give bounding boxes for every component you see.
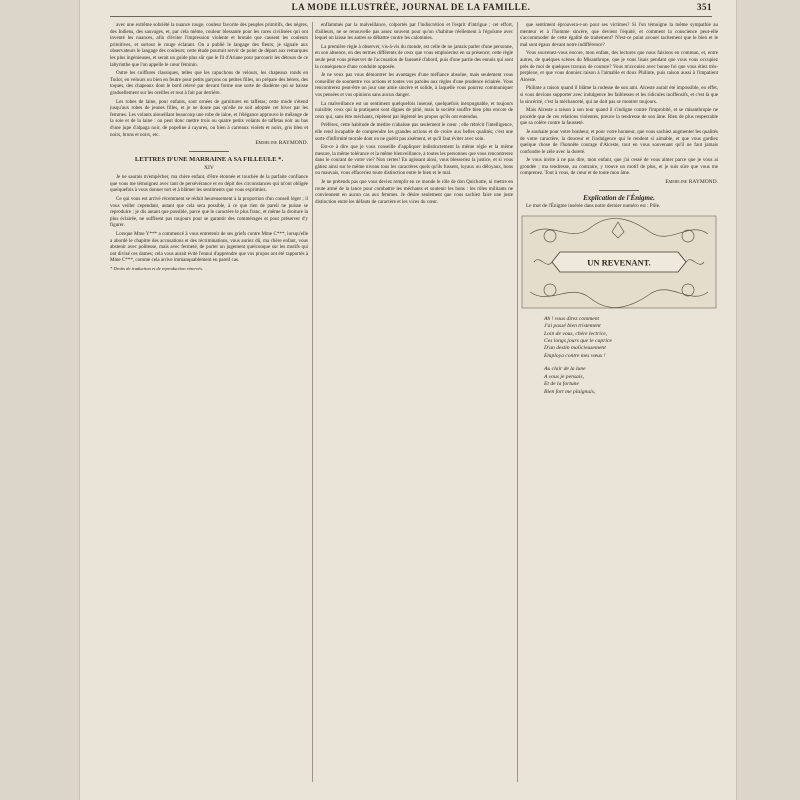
poem-stanza [544, 366, 718, 396]
page-number: 351 [697, 2, 712, 12]
paragraph: Vous souvenez-vous encore, mon enfant, des lectures que nous faisions en commun, et, entre autres, de quelques scènes du Misanthrope, que je vous lisais pendant que vous vous occupiez près de moi de quelques travaux de couture? Vous m'avouiez avec bonne foi que vous étiez très-perplexe, et que vous donniez raison à l'aimable et doux Philinte, puis raison aussi à l'impatient Alceste. [520, 50, 718, 83]
paragraph: Je vous invite à ne pas dire, mon enfant, que j'ai cessé de vous aimer parce que je vous ai grondée ; ma tendresse, au contraire, y trouve un motif de plus, et je suis sûre que vous me comprenez. Tout à vous, de cœur et de toute mon âme. [520, 157, 718, 177]
column-divider [517, 22, 518, 782]
poem-line: D'un destin malicieusement [544, 345, 606, 352]
paragraph: La malveillance est un sentiment quelquefois insensé, quelquefois inexpugnable, et toujours nuisible; ceux qui la pratiquent sont dignes de pitié, mais la société souffre bien plus encore de ceux qui, sans être méchants, répètent par légèreté les propos qu'ils ont entendus. [315, 100, 513, 120]
column-2 [315, 22, 513, 782]
page-header [110, 2, 712, 16]
section-divider [599, 190, 639, 191]
paragraph: Je ne veux pas vous démontrer les avantages d'une méfiance absolue, mais seulement vous conseiller de soumettre vos actions et toutes vos paroles aux règles d'une prudence éclairée. Vous rencontrerez peut-être un jour une amie sincère et solide, à laquelle vous pourrez communiquer vos pensées et vos opinions sans aucun danger. [315, 72, 513, 98]
paragraph: Lorsque Mme Y*** a commencé à vous entretenir de ses griefs contre Mme C***, lorsqu'elle a abordé le chapitre des accusations et des récriminations, vous auriez dû, ma chère enfant, vous abstenir avec politesse, mais avec fermeté, de porter un jugement quelconque sur les motifs qui ont divisé ces dames; cela vous aurait évité l'ennui d'apprendre que vos propos ont été rapportés à Mme C***, comme cela arrive immanquablement en pareil cas. [110, 231, 308, 264]
poem-line: Employa contre mes vœux ! [544, 352, 606, 359]
poem-line: Ah ! vous direz comment [544, 315, 600, 322]
paragraph: Outre les coiffures classiques, telles que les capuchons de velours, les chapeaux ronds en Tudor, en velours ou bien en feutre pour petits garçons ou petites filles, on prépare des bérets, des toques, des chapeaux dont le bord relevé par devant forme une sorte de diadème qui se baisse graduellement sur les oreilles et tout à fait par derrière. [110, 70, 308, 96]
column-3 [520, 22, 718, 782]
paragraph: Je ne prétends pas que vous deviez remplir en ce monde le rôle de don Quichotte, ni mettre en route armé de la lance pour combattre les méchants et soutenir les bons : les rôles militants ne conviennent en aucun cas aux femmes. Je désire seulement que vous sachiez faire une juste distinction entre les défauts de caractère et les vices du cœur. [315, 179, 513, 205]
paragraph: Philinte a raison quand il blâme la rudesse de son ami. Alceste aurait été impossible, en effet, si vous devions supporter avec indulgence les faiblesses et les ridicules inoffensifs, et c'est là que la sincérité, c'est la méchanceté, qui ne doit pas se montrer toujours. [520, 85, 718, 105]
paragraph: que sentiment éprouvera-t-on pour ses victimes? Si l'on témoigne la même sympathie au menteur et à l'homme sincère, que devient l'équité, et comment la conscience peut-elle s'accommoder de cette égalité de traitement? N'est-ce point avouer tacitement que le bien et le mal sont égaux devant notre indifférence? [520, 22, 718, 48]
journal-title: LA MODE ILLUSTRÉE, JOURNAL DE LA FAMILLE. [291, 2, 531, 12]
footnote: * Droits de traduction et de reproduction réservés. [110, 266, 204, 271]
rebus-illustration [520, 214, 718, 310]
poem-line: Et de la fortune [544, 381, 579, 388]
letters-article [110, 174, 308, 264]
enigma-title: Explication de l'Énigme. [583, 193, 655, 202]
paragraph: Préférez, cette habitude de médire n'abaisse pas seulement le cœur ; elle rétrécit l'intelligence, elle rend incapable de comprendre les grandes actions et de croire aux belles qualités; c'est une sorte d'infirmité morale dont on ne guérit pas aisément, et qu'il faut éviter avec soin. [315, 122, 513, 142]
paragraph: Les robes de laine, pour enfants, sont ornées de garnitures en taffetas; cette mode s'étend jusqu'aux robes de jeunes filles, et je ne doute pas qu'elle ne soit adoptée cet hiver par les femmes. Les volants aloueillant beaucoup une robe de laine, et l'élégance approuve le mélange de la soie et de la laine : on peut donc mettre trois ou quatre petits volants de taffetas noir au bas d'une jupe d'alpaga noir, de popeline à rayures, ou bien à carreaux violets et noirs, gris bleu et noirs, bruns et noirs, etc. [110, 98, 308, 138]
letters-number: XIV [204, 164, 214, 171]
poem [544, 316, 718, 396]
header-rule [110, 16, 712, 17]
author-signature: Emmeline RAYMOND. [255, 140, 308, 147]
section-divider [189, 151, 229, 152]
poem-stanza [544, 316, 718, 360]
paragraph: Je ne saurais m'empêcher, ma chère enfant, d'être étonnée et touchée de la parfaite confiance que vous me témoignez avec tant de persévérance et en dépit des circonstances qui m'ont obligée quelquefois à vous donner tort et à blâmer les sentiments que vous exprimiez. [110, 174, 308, 194]
column-divider [312, 22, 313, 782]
paragraph: Est-ce à dire que je vous conseille d'appliquer indistinctement la même règle et la même mesure, la même tolérance et la même bienveillance, à toutes les personnes que vous rencontrerez dans le courant de votre vie? Non certes! En agissant ainsi, vous blesseriez la justice, et si vous gâtiez ainsi sur le même niveau tous les caractères quels qu'ils fussent, loyaux ou déloyaux, bons ou mauvais, vous effaceriez toute distinction entre le bien et le mal. [315, 144, 513, 177]
poem-line: Ces longs jours que le caprice [544, 338, 612, 345]
letters-conclusion [520, 22, 718, 177]
paragraph: Mais Alceste a raison à son tour quand il s'indigne contre l'improbité, et se misanthropie ne procède que de ces relations violentes, preuve la tendresse de son âme. Rien de plus respectable que sa colère contre la fausseté. [520, 107, 718, 127]
author-signature: Emmeline RAYMOND. [665, 179, 718, 186]
poem-line: Bien fort me plaignais, [544, 388, 596, 395]
rebus-banner-text: UN REVENANT. [587, 257, 651, 268]
column-1 [110, 22, 308, 782]
fashion-article [110, 22, 308, 138]
paragraph: avec une extrême sobriété la nuance rouge, couleur favorite des peuples primitifs, des nègres, des Indiens, des sauvages, et, par cela même, couleur blessante pour les races civilisées qui ont inventé les nuances, afin d'éviter l'impression violente et brutale que causent les couleurs primitives, et surtout le rouge éclatant. On a publié le langage des fleurs; je signale aux observateurs le langage des couleurs; cette étude pourrait servir de point de départ aux remarques les plus ingénieuses, et serait un guide plus sûr que le fil d'Ariane pour parcourir les détours de ce labyrinthe que l'on appelle le cœur féminin. [110, 22, 308, 68]
paragraph: Je souhaite pour votre bonheur, et pour votre honneur, que vous sachiez augmenter les qualités de votre caractère, la douceur et l'indulgence qui le rendent si aimable, et que vous gardiez quelque chose de l'honnête courage d'Alceste, tout en vous souvenant qu'il ne faut jamais confondre le zèle avec la dureté. [520, 128, 718, 155]
magazine-page [80, 0, 736, 800]
poem-line: A vous je pensais, [544, 373, 584, 380]
enigma-intro: Le mot de l'Énigme insérée dans notre dernier numéro est : Pôle. [526, 203, 661, 210]
paragraph: La première règle à observer, vis-à-vis du monde, est celle de ne jamais parler d'une personne, en son absence, en des termes différents de ceux que vous emploieriez en sa présence; cette règle seule peut vous préserver de l'accusation de fausseté d'abord, puis d'une partie des ennuis qui sont la conséquence d'une conduite opposée. [315, 43, 513, 70]
poem-line: J'ai passé bien tristement [544, 323, 601, 330]
paragraph: enflammés par la malveillance, colportés par l'indiscrétion et l'esprit d'intrigue ; cet effort, d'ailleurs, ne se renouvelle pas assez souvent pour qu'on s'habitue réellement à l'égoïsme avec lequel on laisse les autres se débattre contre les calomnies. [315, 22, 513, 42]
poem-line: Au clair de la lune [544, 366, 586, 373]
paragraph: Ce qui vous est arrivé récemment se réduit heureusement à la proportion d'un conseil léger ; il vous veiller cependant, autant que cela sera possible, à ce que rien de pareil ne puisse se reproduire ; je dis autant que possible, parce que le caractère le plus franc, et même la droiture la plus éclairée, ne suffisent pas toujours pour se garantir des commérages et pour préserver d'y figurer. [110, 196, 308, 229]
letters-title: LETTRES D'UNE MARRAINE A SA FILLEULE *. [134, 155, 284, 163]
letters-continuation [315, 22, 513, 205]
poem-line: Loin de vous, chère lectrice, [544, 330, 608, 337]
